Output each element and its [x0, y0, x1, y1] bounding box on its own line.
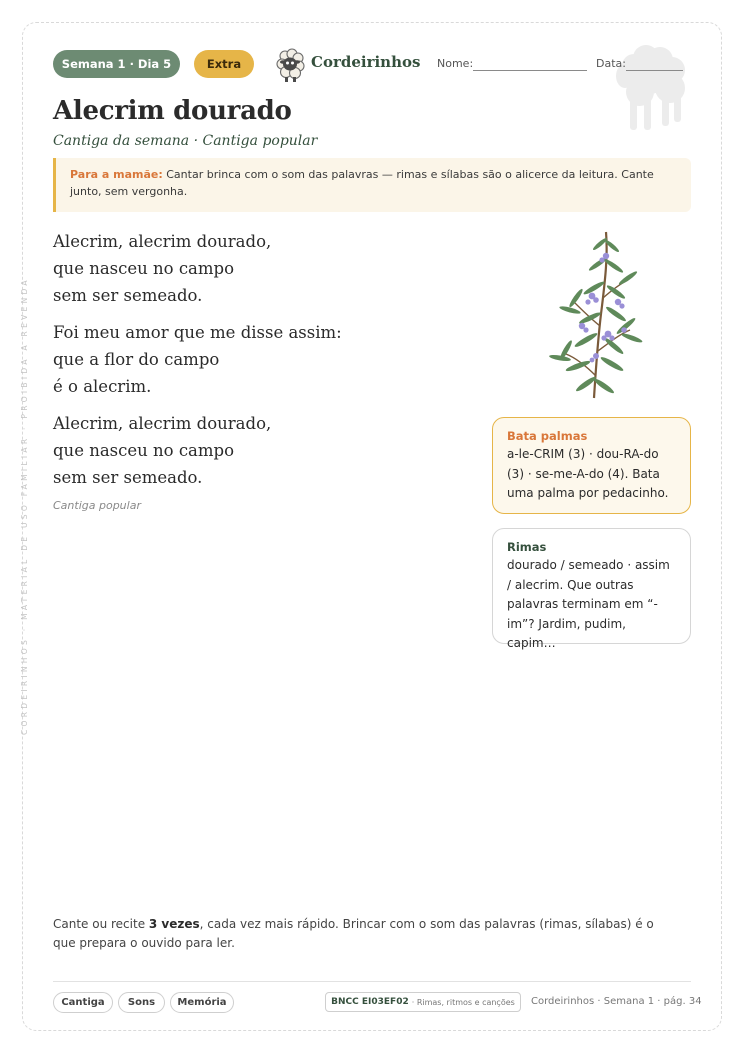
instructions-repeat-count: 3 vezes	[148, 917, 200, 931]
parent-note	[53, 158, 691, 212]
tag-memoria: Memória	[170, 992, 234, 1013]
parent-note-text: Cantar brinca com o som das palavras — rimas e sílabas são o alicerce da leitura. Cante junto, sem vergonha.	[70, 168, 654, 198]
poem-verse: Foi meu amor que me disse assim:	[53, 323, 342, 342]
tag-cantiga: Cantiga	[53, 992, 113, 1013]
poem-stanza	[53, 228, 473, 309]
poem-stanza	[53, 319, 473, 400]
poem-verse: sem ser semeado.	[53, 468, 203, 487]
extra-badge: Extra	[194, 50, 254, 78]
page-subtitle: Cantiga da semana · Cantiga popular	[53, 133, 318, 149]
page-title: Alecrim dourado	[53, 96, 292, 126]
poem-verse: é o alecrim.	[53, 377, 152, 396]
tag-sons: Sons	[118, 992, 165, 1013]
poem-verse: Alecrim, alecrim dourado,	[53, 414, 272, 433]
name-field-line	[473, 70, 587, 71]
rhymes-tip-title: Rimas	[507, 540, 547, 554]
name-field-label: Nome:	[437, 57, 474, 70]
clap-tip-title: Bata palmas	[507, 429, 588, 443]
page-reference: Cordeirinhos · Semana 1 · pág. 34	[531, 996, 702, 1007]
poem	[53, 228, 473, 501]
poem-stanza	[53, 410, 473, 491]
clap-tip-text: a-le-CRIM (3) · dou-RA-do (3) · se-me-A-do (4). Bata uma palma por pedacinho.	[507, 447, 669, 500]
bncc-description: · Rimas, ritmos e canções	[411, 997, 515, 1007]
poem-verse: sem ser semeado.	[53, 286, 203, 305]
side-copyright-text: CORDEIRINHOS · MATERIAL DE USO FAMILIAR · PROIBIDA A REVENDA	[20, 277, 29, 735]
instructions-text-after: , cada vez mais rápido. Brincar com o som das palavras (rimas, sílabas) é o que prepara o ouvido para ler.	[53, 917, 654, 950]
poem-verse: Alecrim, alecrim dourado,	[53, 232, 272, 251]
bncc-code: BNCC EI03EF02	[331, 997, 409, 1007]
bncc-badge	[325, 992, 521, 1012]
header	[53, 49, 693, 79]
rhymes-tip-text: dourado / semeado · assim / alecrim. Que outras palavras terminam em “-im”? Jardim, pudim, capim…	[507, 558, 670, 650]
parent-note-label: Para a mamãe:	[70, 168, 163, 181]
date-field-line	[626, 70, 683, 71]
rhymes-tip-box	[492, 528, 691, 650]
brand-logo-text: Cordeirinhos	[311, 53, 421, 71]
sheep-icon	[274, 47, 306, 83]
clap-tip-box	[492, 417, 691, 514]
rosemary-sprig-illustration	[536, 226, 646, 404]
week-day-badge: Semana 1 · Dia 5	[53, 50, 180, 78]
date-field-label: Data:	[596, 57, 626, 70]
poem-attribution: Cantiga popular	[53, 499, 141, 512]
instructions-text-before: Cante ou recite	[53, 917, 149, 931]
poem-verse: que nasceu no campo	[53, 441, 235, 460]
poem-verse: que nasceu no campo	[53, 259, 235, 278]
footer-divider	[53, 981, 691, 982]
poem-verse: que a flor do campo	[53, 350, 220, 369]
instructions	[53, 915, 673, 953]
